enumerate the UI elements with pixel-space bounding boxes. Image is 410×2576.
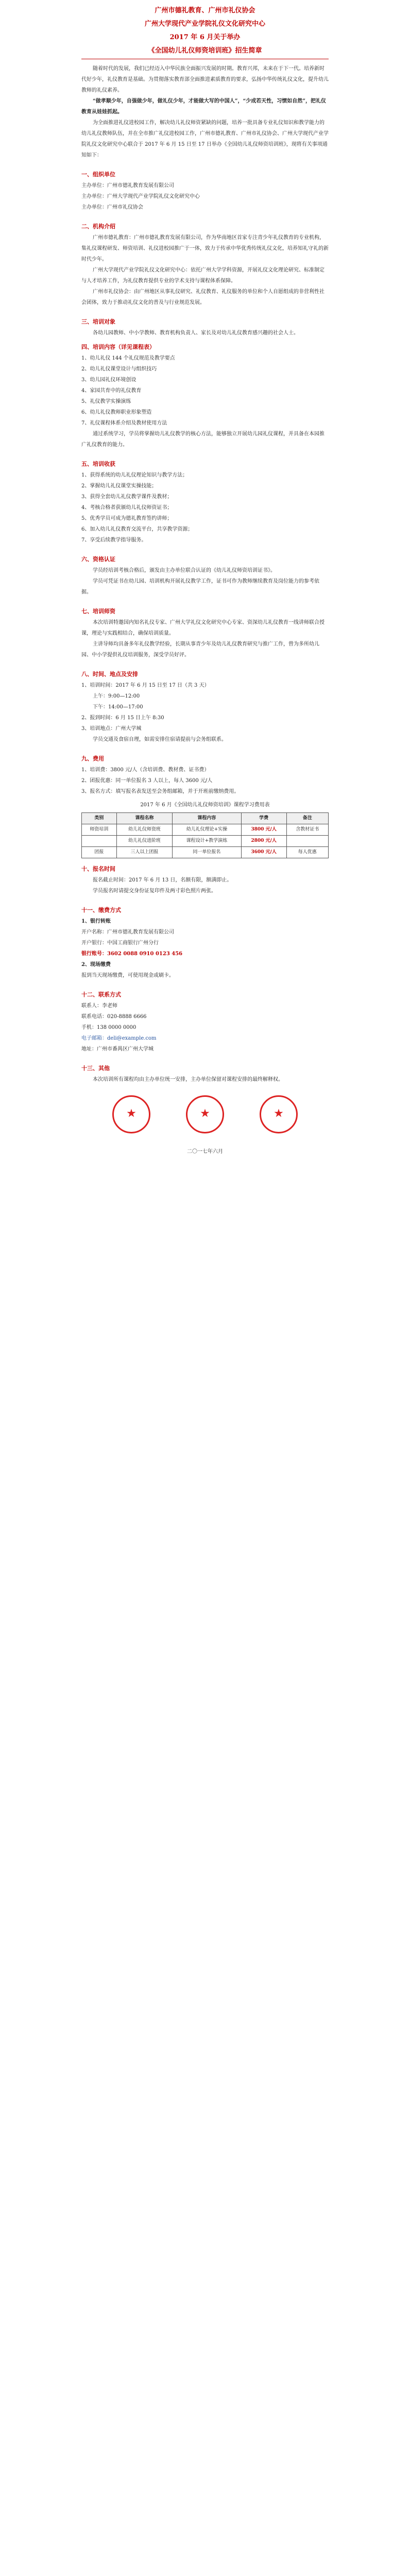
table-cell: 3800 元/人 xyxy=(241,824,286,836)
star-icon: ★ xyxy=(274,1107,284,1120)
section-heading-4: 四、培训内容（详见课程表） xyxy=(81,344,155,350)
sec9-item: 2、团报优惠：同一单位报名 3 人以上，每人 3600 元/人 xyxy=(81,778,213,784)
fee-table-header: 课程名称 xyxy=(116,813,172,824)
sec11-item: 1、银行转账 xyxy=(81,919,111,924)
sec3-item: 3、幼儿园礼仪环境创设 xyxy=(81,377,136,383)
section-heading-6: 六、资格认证 xyxy=(81,556,115,563)
fee-table xyxy=(81,812,329,858)
stamp-area xyxy=(81,1090,329,1157)
fee-table-header: 课程内容 xyxy=(173,813,241,824)
header-line-2: 广州大学现代产业学院礼仪文化研究中心 xyxy=(144,20,265,28)
section-heading-12: 十二、联系方式 xyxy=(81,991,121,998)
intro-paragraph-1: 随着时代的发展，我们已经迈入中华民族全面振兴发展的时期。教育兴邦，未来在于下一代。培养新时代好少年，礼仪教育是基础。为贯彻落实教育部全面推进素质教育的要求，弘扬中华传统礼仪文化，提升幼儿教师的礼仪素养。 xyxy=(81,66,329,93)
sec12-item: 联系电话：020-8888 6666 xyxy=(81,1014,147,1020)
intro-paragraph-3: 为全面推进礼仪进校园工作，解决幼儿礼仪师资紧缺的问题，培养一批具备专业礼仪知识和教学能力的幼儿礼仪教师队伍，并在全市推广礼仪进校园工作，广州市德礼教育、广州市礼仪协会、广州大学现代产业学院礼仪文化研究中心联合于 2017 年 6 月 15 日至 17 日举办《全国幼儿礼仪师资培训班》，现将有关事项通知如下： xyxy=(81,120,329,158)
fee-table-caption: 2017 年 6 月《全国幼儿礼仪师资培训》课程学习费用表 xyxy=(140,802,270,808)
table-cell: 含教材证书 xyxy=(286,824,328,836)
sec3-item: 6、幼儿礼仪教师职业形象塑造 xyxy=(81,410,152,415)
sign-date: 二〇一七年六月 xyxy=(187,1149,223,1155)
section-heading-2: 二、机构介绍 xyxy=(81,223,115,230)
sec3-item: 5、礼仪教学实操演练 xyxy=(81,399,131,404)
section-heading-10: 十、报名时间 xyxy=(81,866,115,872)
header-line-3: 2017 年 6 月关于举办 xyxy=(169,33,241,41)
section-heading-11: 十一、缴费方式 xyxy=(81,907,121,913)
sec13-paragraph: 本次培训所有课程均由主办单位统一安排，主办单位保留对课程安排的最终解释权。 xyxy=(93,1077,283,1082)
intro-paragraph-2: “做孝顺少年，自强做少年，做礼仪少年，才能做大写的中国人”，“少成若天性，习惯如自然”，把礼仪教育从娃娃抓起。 xyxy=(81,98,327,115)
sec1-item: 主办单位：广州大学现代产业学院礼仪文化研究中心 xyxy=(81,194,200,199)
fee-table-header: 备注 xyxy=(286,813,328,824)
header-line-1: 广州市德礼教育、广州市礼仪协会 xyxy=(155,7,255,14)
table-cell: 每人优惠 xyxy=(286,847,328,858)
sec6-paragraph: 学员经培训考核合格后，颁发由主办单位联合认证的《幼儿礼仪师资培训证书》。 xyxy=(93,568,276,573)
sec12-item: 地址：广州市番禺区广州大学城 xyxy=(81,1046,153,1052)
sec11-item: 开户名称：广州市德礼教育发展有限公司 xyxy=(81,929,174,935)
table-cell: 师资培训 xyxy=(82,824,117,836)
sec9-item: 3、报名方式：填写报名表发送至会务组邮箱，并于开班前缴纳费用。 xyxy=(81,789,240,794)
sec12-item: 手机：138 0000 0000 xyxy=(81,1025,136,1030)
table-cell: 三人以上团报 xyxy=(116,847,172,858)
sec3-item: 4、家园共育中的礼仪教育 xyxy=(81,388,142,394)
sec5-item: 4、考核合格者获颁幼儿礼仪师资证书； xyxy=(81,505,173,511)
sec1-item: 主办单位：广州市德礼教育发展有限公司 xyxy=(81,183,174,189)
sec8-item: 3、培训地点：广州大学城 xyxy=(81,726,142,732)
table-row xyxy=(82,847,329,858)
sec3-item: 2、幼儿礼仪课堂设计与组织技巧 xyxy=(81,366,157,372)
fee-table-header-row xyxy=(82,813,329,824)
sec10-paragraph: 报名截止时间：2017 年 6 月 13 日，名额有限，额满即止。 xyxy=(93,877,232,883)
sec8-item: 下午：14:00—17:00 xyxy=(93,704,143,710)
sec11-item: 2、现场缴费 xyxy=(81,962,111,968)
sec3-item: 1、幼儿礼仪 144 个礼仪规范及教学要点 xyxy=(81,355,175,361)
sec2-paragraph: 广州市德礼教育：广州市德礼教育发展有限公司，作为华南地区首家专注青少年礼仪教育的专业机构，集礼仪课程研发、师资培训、礼仪进校园推广于一体，致力于传承中华优秀传统礼仪文化，培养知礼守礼的新时代少年。 xyxy=(81,235,329,262)
sec3-paragraph: 各幼儿园教师、中小学教师、教育机构负责人、家长及对幼儿礼仪教育感兴趣的社会人士。 xyxy=(93,330,299,336)
star-icon: ★ xyxy=(126,1107,136,1120)
sec1-item: 主办单位：广州市礼仪协会 xyxy=(81,205,143,210)
sec7-paragraph: 主讲导师均具备多年礼仪教学经验，长期从事青少年及幼儿礼仪教育研究与推广工作，曾为多所幼儿园、中小学提供礼仪培训服务，深受学员好评。 xyxy=(81,641,319,658)
sec5-item: 5、优秀学员可成为德礼教育签约讲师； xyxy=(81,516,173,521)
sec8-item: 上午：9:00—12:00 xyxy=(93,693,140,699)
document-body xyxy=(81,0,329,1157)
fee-table-header: 类别 xyxy=(82,813,117,824)
section-heading-8: 八、时间、地点及安排 xyxy=(81,671,138,677)
table-row xyxy=(82,824,329,836)
sec5-item: 1、获得系统的幼儿礼仪理论知识与教学方法； xyxy=(81,472,188,478)
sec8-item: 1、培训时间：2017 年 6 月 15 日至 17 日（共 3 天） xyxy=(81,683,210,688)
table-cell: 同一单位报名 xyxy=(173,847,241,858)
sec9-item: 1、培训费：3800 元/人（含培训费、教材费、证书费） xyxy=(81,767,210,773)
sec7-paragraph: 本次培训特邀国内知名礼仪专家、广州大学礼仪文化研究中心专家、资深幼儿礼仪教育一线讲师联合授课，理论与实践相结合，确保培训质量。 xyxy=(81,620,324,636)
sec10-paragraph: 学员报名时请提交身份证复印件及两寸彩色照片两张。 xyxy=(93,888,216,894)
sec8-paragraph: 学员交通及食宿自理，如需安排住宿请提前与会务组联系。 xyxy=(93,737,227,742)
sec5-item: 2、掌握幼儿礼仪课堂实操技能； xyxy=(81,483,157,489)
sec12-item: 联系人：李老师 xyxy=(81,1003,117,1009)
table-cell xyxy=(82,836,117,847)
table-cell: 幼儿礼仪理论+实操 xyxy=(173,824,241,836)
seal-stamp xyxy=(186,1095,224,1133)
table-cell: 幼儿礼仪师资班 xyxy=(116,824,172,836)
section-heading-9: 九、费用 xyxy=(81,755,104,762)
fee-table-header: 学费 xyxy=(241,813,286,824)
sec2-paragraph: 广州大学现代产业学院礼仪文化研究中心：依托广州大学学科资源，开展礼仪文化理论研究、标准制定与人才培养工作，为礼仪教育提供专业的学术支持与课程体系保障。 xyxy=(81,267,324,284)
table-cell: 幼儿礼仪进阶班 xyxy=(116,836,172,847)
table-cell: 2800 元/人 xyxy=(241,836,286,847)
seal-stamp xyxy=(260,1095,298,1133)
section-heading-13: 十三、其他 xyxy=(81,1065,110,1072)
sec5-item: 3、获得全套幼儿礼仪教学课件及教材； xyxy=(81,494,173,500)
table-cell: 团报 xyxy=(82,847,117,858)
sec5-item: 7、享受后续教学指导服务。 xyxy=(81,537,147,543)
table-row xyxy=(82,836,329,847)
sec2-paragraph: 广州市礼仪协会：由广州地区从事礼仪研究、礼仪教育、礼仪服务的单位和个人自愿组成的非营利性社会团体，致力于推动礼仪文化的普及与行业规范发展。 xyxy=(81,289,324,306)
seal-stamp xyxy=(112,1095,150,1133)
sec11-item: 报到当天现场缴费，可使用现金或刷卡。 xyxy=(81,973,174,978)
sec3-item: 7、礼仪课程体系介绍及教材使用方法 xyxy=(81,420,167,426)
table-cell: 课程设计+教学演练 xyxy=(173,836,241,847)
sec6-paragraph: 学员可凭证书在幼儿园、培训机构开展礼仪教学工作，证书可作为教师继续教育及岗位能力的参考依据。 xyxy=(81,579,319,595)
table-cell xyxy=(286,836,328,847)
sec11-item: 开户银行：中国工商银行广州分行 xyxy=(81,940,159,946)
header-line-4: 《全国幼儿礼仪师资培训班》招生简章 xyxy=(148,47,262,55)
sec8-item: 2、报到时间：6 月 15 日上午 8:30 xyxy=(81,715,164,721)
section-heading-5: 五、培训收获 xyxy=(81,461,115,467)
sec12-item: 电子邮箱：deli@example.com xyxy=(81,1036,157,1041)
star-icon: ★ xyxy=(200,1107,210,1120)
section-heading-3: 三、培训对象 xyxy=(81,318,115,325)
sec11-item: 银行账号：3602 0088 0910 0123 456 xyxy=(81,951,183,957)
table-cell: 3600 元/人 xyxy=(241,847,286,858)
section-heading-1: 一、组织单位 xyxy=(81,171,115,178)
section-heading-7: 七、培训师资 xyxy=(81,608,115,615)
sec5-item: 6、加入幼儿礼仪教育交流平台，共享教学资源； xyxy=(81,527,193,532)
sec3-paragraph: 通过系统学习，学员将掌握幼儿礼仪教学的核心方法，能够独立开展幼儿园礼仪课程，并具备在本园推广礼仪教育的能力。 xyxy=(81,431,324,448)
